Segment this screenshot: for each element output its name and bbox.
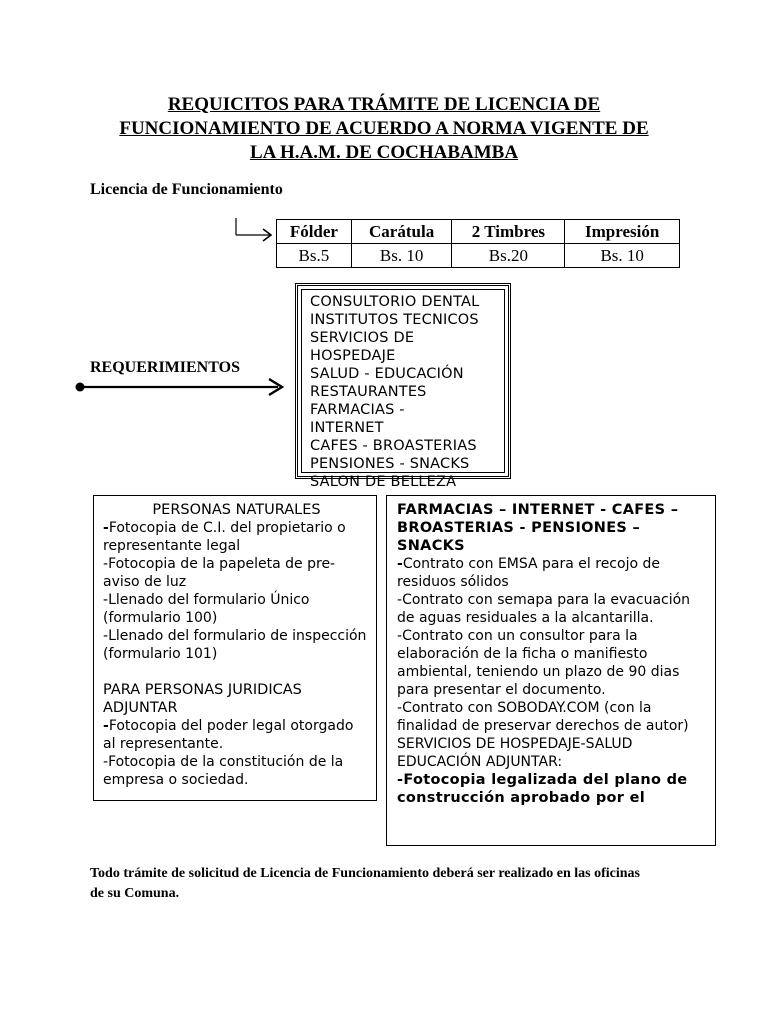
requirement-item: -Contrato con SOBODAY.COM (con la finalidad de preservar derechos de autor) [397,700,689,734]
fee-value-cell: Bs. 10 [565,244,680,268]
business-type-item: FARMACIAS - [310,402,405,418]
business-type-item: SERVICIOS DE [310,330,415,346]
title-line-3: LA H.A.M. DE COCHABAMBA [249,142,519,163]
fee-value-cell: Bs. 10 [351,244,452,268]
business-types-list [301,289,505,490]
requirement-text: Contrato con SOBODAY.COM (con la finalidad de preservar derechos de autor) [397,700,689,734]
requirement-text: Fotocopia legalizada del plano de construcción aprobado por el [397,772,688,806]
fee-table-header-row [277,220,680,244]
requirement-item: -Llenado del formulario de inspección (formulario 101) [103,628,367,662]
juridicas-heading: PARA PERSONAS JURIDICAS ADJUNTAR [103,682,302,716]
business-type-item: CONSULTORIO DENTAL [310,294,480,310]
fee-value-cell: Bs.5 [277,244,352,268]
requirement-text: Contrato con un consultor para la elaboración de la ficha o manifiesto ambiental, teniendo un plazo de 90 dias para presentar el documento. [397,628,680,698]
business-type-item: INTERNET [310,420,384,436]
document-title [90,93,678,165]
requirement-item: -Contrato con un consultor para la elaboración de la ficha o manifiesto ambiental, teniendo un plazo de 90 dias para presentar el documento. [397,628,680,698]
farmacias-box [386,495,716,846]
business-type-item: PENSIONES - SNACKS [310,456,470,472]
title-line-1: REQUICITOS PARA TRÁMITE DE LICENCIA DE [167,94,601,115]
requerimientos-label: REQUERIMIENTOS [90,359,240,376]
fee-value-cell: Bs.20 [452,244,565,268]
requirement-text: Llenado del formulario de inspección (formulario 101) [103,628,367,662]
personas-naturales-box [93,495,377,801]
requirement-text: Llenado del formulario Único (formulario 100) [103,592,310,626]
requirement-item: -Contrato con EMSA para el recojo de residuos sólidos [397,556,660,590]
footer-note: Todo trámite de solicitud de Licencia de Funcionamiento deberá ser realizado en las oficinas de su Comuna. [90,866,640,901]
naturales-heading: PERSONAS NATURALES [152,502,321,518]
farmacias-heading: FARMACIAS – INTERNET - CAFES – BROASTERIAS - PENSIONES – SNACKS [397,502,679,554]
requirement-text: Fotocopia del poder legal otorgado al representante. [103,718,354,752]
requirement-text: Fotocopia de la constitución de la empresa o sociedad. [103,754,344,788]
license-arrow-icon [232,218,276,246]
requirement-text: Contrato con EMSA para el recojo de residuos sólidos [397,556,660,590]
business-type-item: INSTITUTOS TECNICOS [310,312,479,328]
requirement-item: -Fotocopia del poder legal otorgado al representante. [103,718,354,752]
requirement-text: Fotocopia de C.I. del propietario o representante legal [103,520,346,554]
requirement-text: Contrato con semapa para la evacuación de aguas residuales a la alcantarilla. [397,592,691,626]
business-type-item: RESTAURANTES [310,384,427,400]
fee-header-cell: 2 Timbres [452,220,565,244]
title-line-2: FUNCIONAMIENTO DE ACUERDO A NORMA VIGENTE DE [119,118,649,139]
hospedaje-heading: SERVICIOS DE HOSPEDAJE-SALUD EDUCACIÓN ADJUNTAR: [397,736,633,770]
requirement-text: Fotocopia de la papeleta de pre-aviso de luz [103,556,336,590]
business-type-item: SALON DE BELLEZA [310,474,457,490]
requirement-item: -Fotocopia de la papeleta de pre-aviso de luz [103,556,336,590]
business-type-item: HOSPEDAJE [310,348,396,364]
requerimientos-arrow-icon [74,375,290,399]
requirement-item: -Llenado del formulario Único (formulario 100) [103,592,310,626]
fee-table [276,219,680,268]
requirement-item: -Fotocopia de C.I. del propietario o representante legal [103,520,346,554]
fee-table-value-row [277,244,680,268]
licencia-label: Licencia de Funcionamiento [90,181,283,198]
fee-header-cell: Fólder [277,220,352,244]
requirement-item: -Contrato con semapa para la evacuación de aguas residuales a la alcantarilla. [397,592,691,626]
requirement-item: -Fotocopia de la constitución de la empresa o sociedad. [103,754,344,788]
fee-header-cell: Carátula [351,220,452,244]
business-type-item: SALUD - EDUCACIÓN [310,366,464,382]
business-type-item: CAFES - BROASTERIAS [310,438,477,454]
fee-header-cell: Impresión [565,220,680,244]
business-types-box [295,283,511,490]
requirement-item: -Fotocopia legalizada del plano de construcción aprobado por el [397,772,688,806]
